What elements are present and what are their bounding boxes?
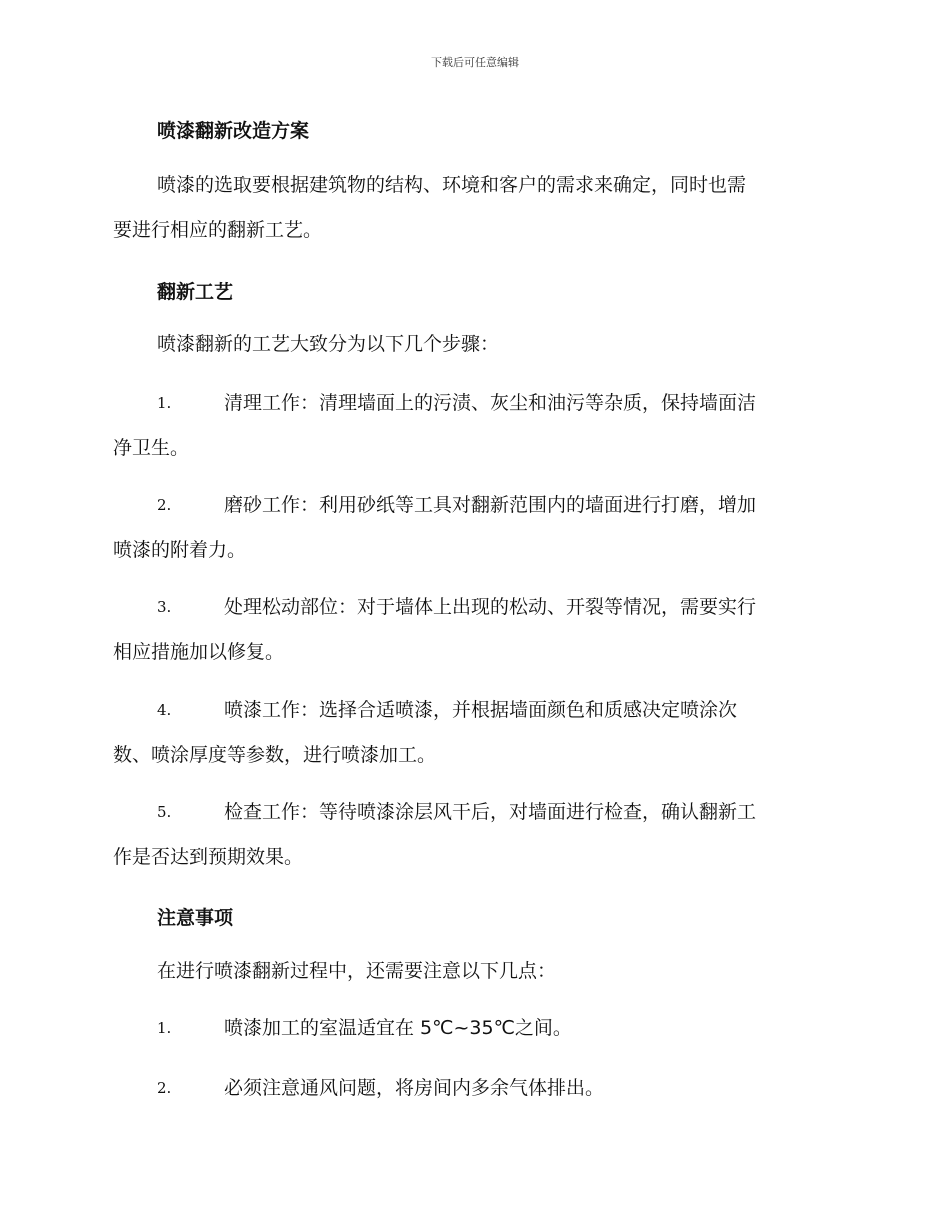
note-text: 必须注意通风问题，将房间内多余气体排出。 <box>224 1077 605 1099</box>
step-text-line-1: 磨砂工作：利用砂纸等工具对翻新范围内的墙面进行打磨，增加 <box>224 494 757 516</box>
step-item-1 <box>113 381 833 471</box>
step-text-line-1: 处理松动部位：对于墙体上出现的松动、开裂等情况，需要实行 <box>224 596 757 618</box>
step-text-line-2: 喷漆的附着力。 <box>113 539 247 561</box>
step-text-line-2: 净卫生。 <box>113 437 190 459</box>
intro-paragraph <box>113 163 833 253</box>
step-number: 3. <box>157 598 172 616</box>
note-number: 2. <box>157 1079 172 1097</box>
step-number: 4. <box>157 701 172 719</box>
step-text-line-2: 数、喷涂厚度等参数，进行喷漆加工。 <box>113 744 437 766</box>
document-title: 喷漆翻新改造方案 <box>157 120 310 142</box>
step-item-2 <box>113 483 833 573</box>
step-text-line-1: 清理工作：清理墙面上的污渍、灰尘和油污等杂质，保持墙面洁 <box>224 392 757 414</box>
notes-lead: 在进行喷漆翻新过程中，还需要注意以下几点： <box>157 960 557 982</box>
intro-line-2: 要进行相应的翻新工艺。 <box>113 219 323 241</box>
page-header-note: 下载后可任意编辑 <box>431 56 519 69</box>
section-heading-notes: 注意事项 <box>157 907 234 929</box>
step-item-4 <box>113 688 833 778</box>
note-text: 喷漆加工的室温适宜在 5℃~35℃之间。 <box>224 1017 572 1039</box>
step-number: 5. <box>157 803 172 821</box>
intro-line-1: 喷漆的选取要根据建筑物的结构、环境和客户的需求来确定，同时也需 <box>157 174 747 196</box>
process-lead: 喷漆翻新的工艺大致分为以下几个步骤： <box>157 333 500 355</box>
step-text-line-1: 检查工作：等待喷漆涂层风干后，对墙面进行检查，确认翻新工 <box>224 801 757 823</box>
note-item-2 <box>113 1066 833 1111</box>
notes-lead-paragraph <box>113 949 833 994</box>
note-number: 1. <box>157 1019 172 1037</box>
step-text-line-2: 相应措施加以修复。 <box>113 641 285 663</box>
step-text-line-1: 喷漆工作：选择合适喷漆，并根据墙面颜色和质感决定喷涂次 <box>224 699 738 721</box>
step-number: 1. <box>157 394 172 412</box>
step-item-3 <box>113 585 833 675</box>
step-number: 2. <box>157 496 172 514</box>
note-item-1 <box>113 1006 833 1051</box>
step-item-5 <box>113 790 833 880</box>
section-heading-process: 翻新工艺 <box>157 281 234 303</box>
process-lead-paragraph <box>113 322 833 367</box>
step-text-line-2: 作是否达到预期效果。 <box>113 846 304 868</box>
